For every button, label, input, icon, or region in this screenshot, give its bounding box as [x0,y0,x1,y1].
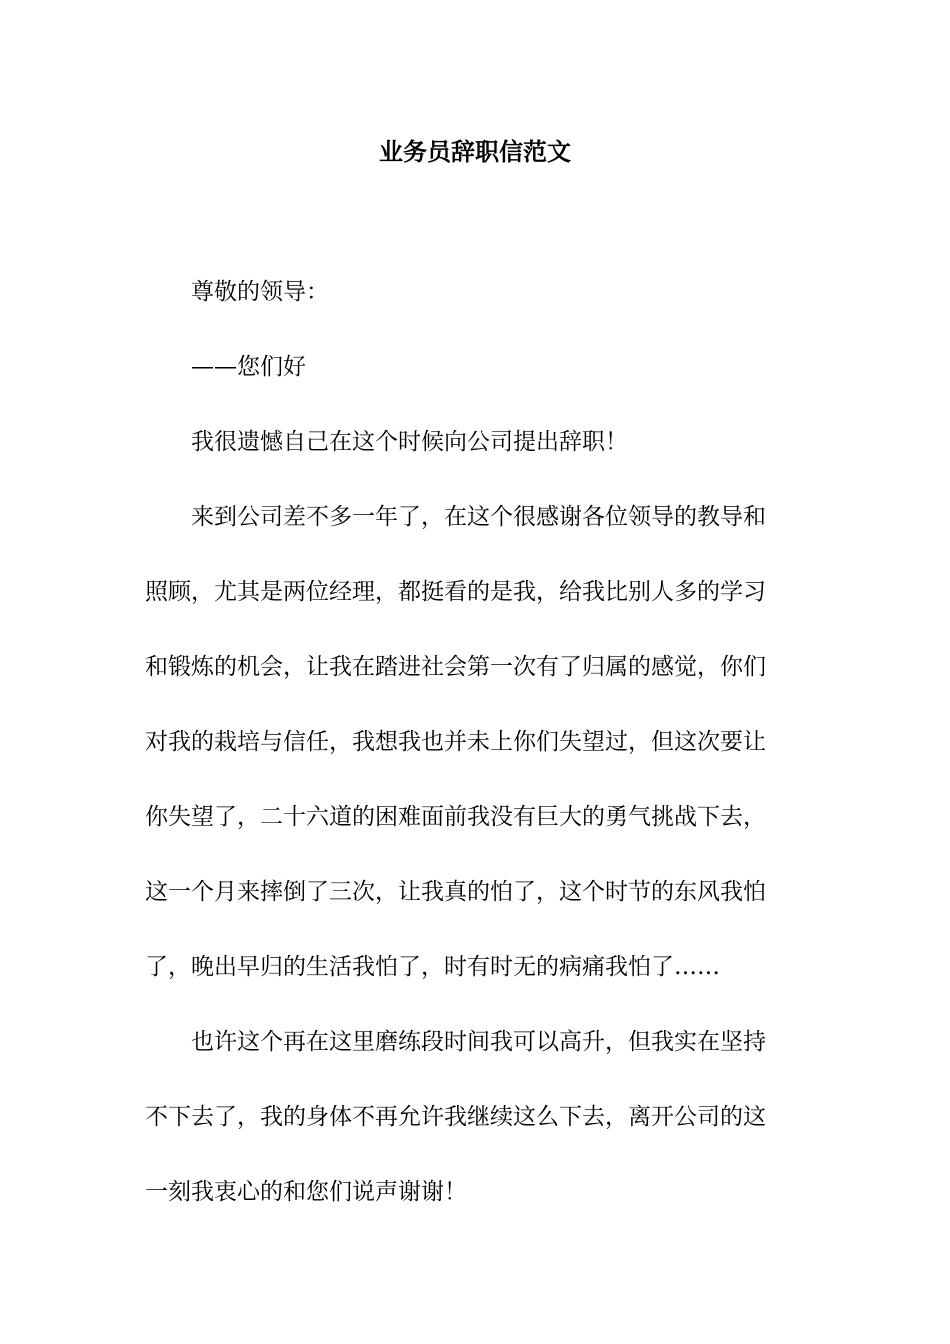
paragraph-line: 照顾，尤其是两位经理，都挺看的是我，给我比别人多的学习 [145,579,766,605]
paragraph-line: 来到公司差不多一年了，在这个很感谢各位领导的教导和 [191,504,766,530]
paragraph-line: 不下去了，我的身体不再允许我继续这么下去，离开公司的这 [145,1104,766,1130]
paragraph-line: 也许这个再在这里磨练段时间我可以高升，但我实在坚持 [191,1029,766,1055]
paragraph-3 [145,1005,807,1230]
paragraph-line: 和锻炼的机会，让我在踏进社会第一次有了归属的感觉，你们 [145,654,766,680]
paragraph-1 [145,405,807,480]
document-title: 业务员辞职信范文 [379,137,571,166]
paragraph-line: 我很遗憾自己在这个时候向公司提出辞职！ [191,429,628,455]
paragraph-line: 你失望了，二十六道的困难面前我没有巨大的勇气挑战下去， [145,804,766,830]
paragraph-line: 这一个月来摔倒了三次，让我真的怕了，这个时节的东风我怕 [145,879,766,905]
paragraph-line: 了，晚出早归的生活我怕了，时有时无的病痛我怕了…… [145,954,720,980]
paragraph-line: 一刻我衷心的和您们说声谢谢！ [145,1179,467,1205]
paragraph-line: 对我的栽培与信任，我想我也并未上你们失望过，但这次要让 [145,729,766,755]
salutation: 尊敬的领导： [191,279,329,305]
document-body [145,255,807,1230]
paragraph-2 [145,480,807,1005]
greeting: ——您们好 [191,354,306,380]
